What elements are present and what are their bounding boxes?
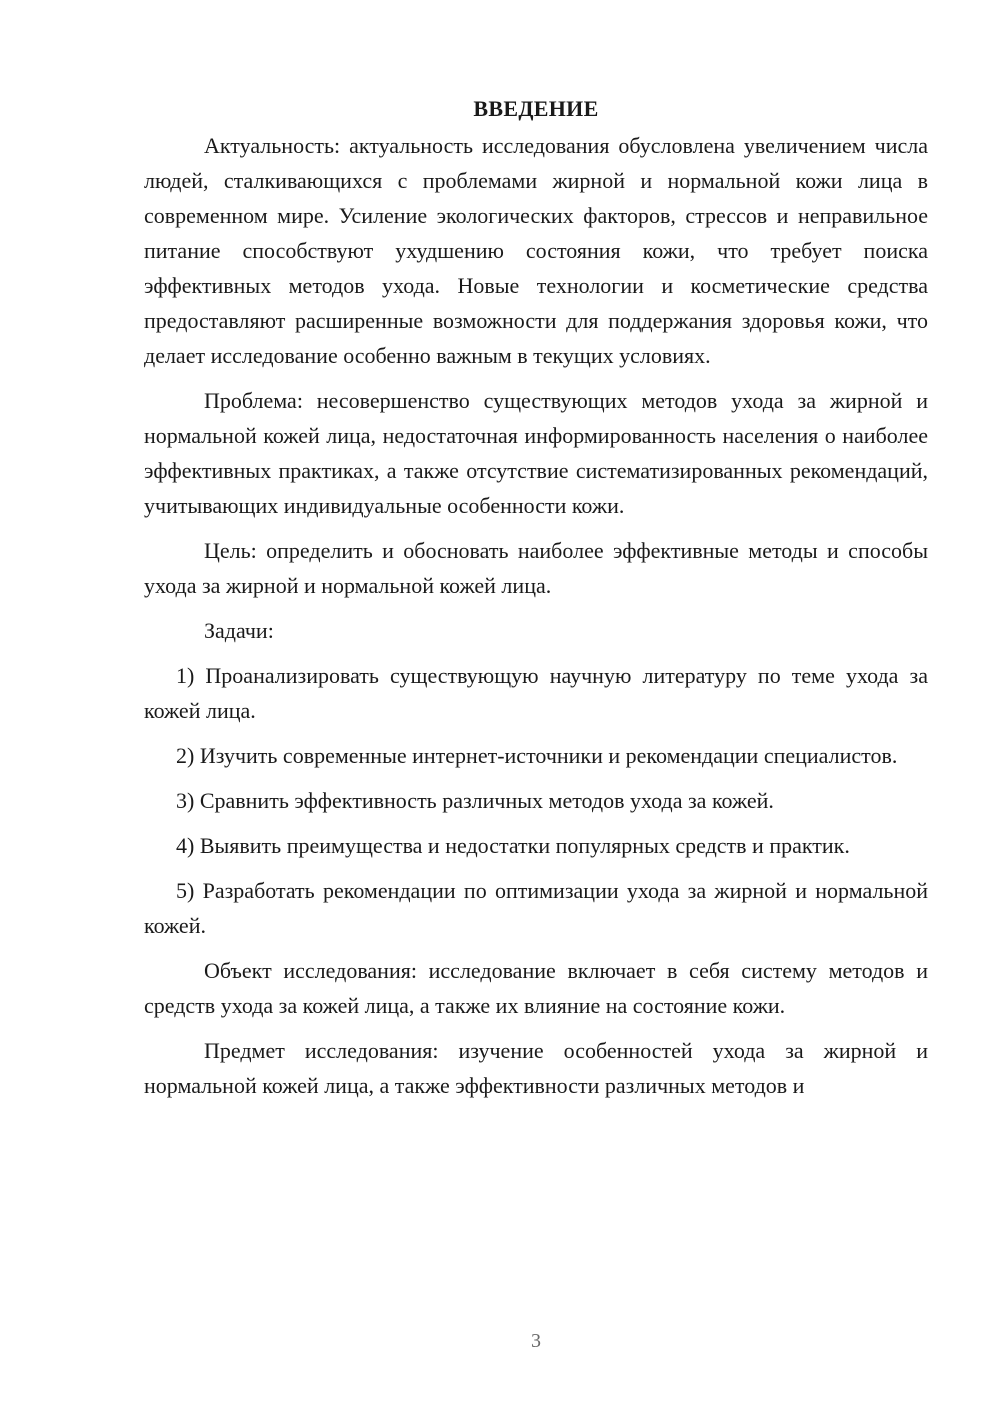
problem-paragraph: Проблема: несовершенство существующих методов ухода за жирной и нормальной кожей лица, недостаточная информированность населения о наиболее эффективных практиках, а также отсутствие систематизированных рекомендаций, учитывающих индивидуальные особенности кожи. (144, 388, 928, 518)
task-item-3: 3) Сравнить эффективность различных методов ухода за кожей. (176, 788, 774, 813)
task-item-1: 1) Проанализировать существующую научную литературу по теме ухода за кожей лица. (144, 663, 928, 723)
task-item-2: 2) Изучить современные интернет-источники и рекомендации специалистов. (176, 743, 898, 768)
section-title: ВВЕДЕНИЕ (473, 96, 599, 121)
tasks-heading: Задачи: (204, 618, 274, 643)
research-object-paragraph: Объект исследования: исследование включает в себя систему методов и средств ухода за кожей лица, а также их влияние на состояние кожи. (144, 958, 928, 1018)
task-item-4: 4) Выявить преимущества и недостатки популярных средств и практик. (176, 833, 850, 858)
document-page (144, 92, 928, 1113)
task-item-5: 5) Разработать рекомендации по оптимизации ухода за жирной и нормальной кожей. (144, 878, 928, 938)
relevance-paragraph: Актуальность: актуальность исследования обусловлена увеличением числа людей, сталкивающихся с проблемами жирной и нормальной кожи лица в современном мире. Усиление экологических факторов, стрессов и неправильное питание способствуют ухудшению состояния кожи, что требует поиска эффективных методов ухода. Новые технологии и косметические средства предоставляют расширенные возможности для поддержания здоровья кожи, что делает исследование особенно важным в текущих условиях. (144, 133, 928, 368)
goal-paragraph: Цель: определить и обосновать наиболее эффективные методы и способы ухода за жирной и нормальной кожей лица. (144, 538, 928, 598)
page-number: 3 (531, 1330, 541, 1352)
research-subject-paragraph: Предмет исследования: изучение особенностей ухода за жирной и нормальной кожей лица, а также эффективности различных методов и (144, 1038, 928, 1098)
